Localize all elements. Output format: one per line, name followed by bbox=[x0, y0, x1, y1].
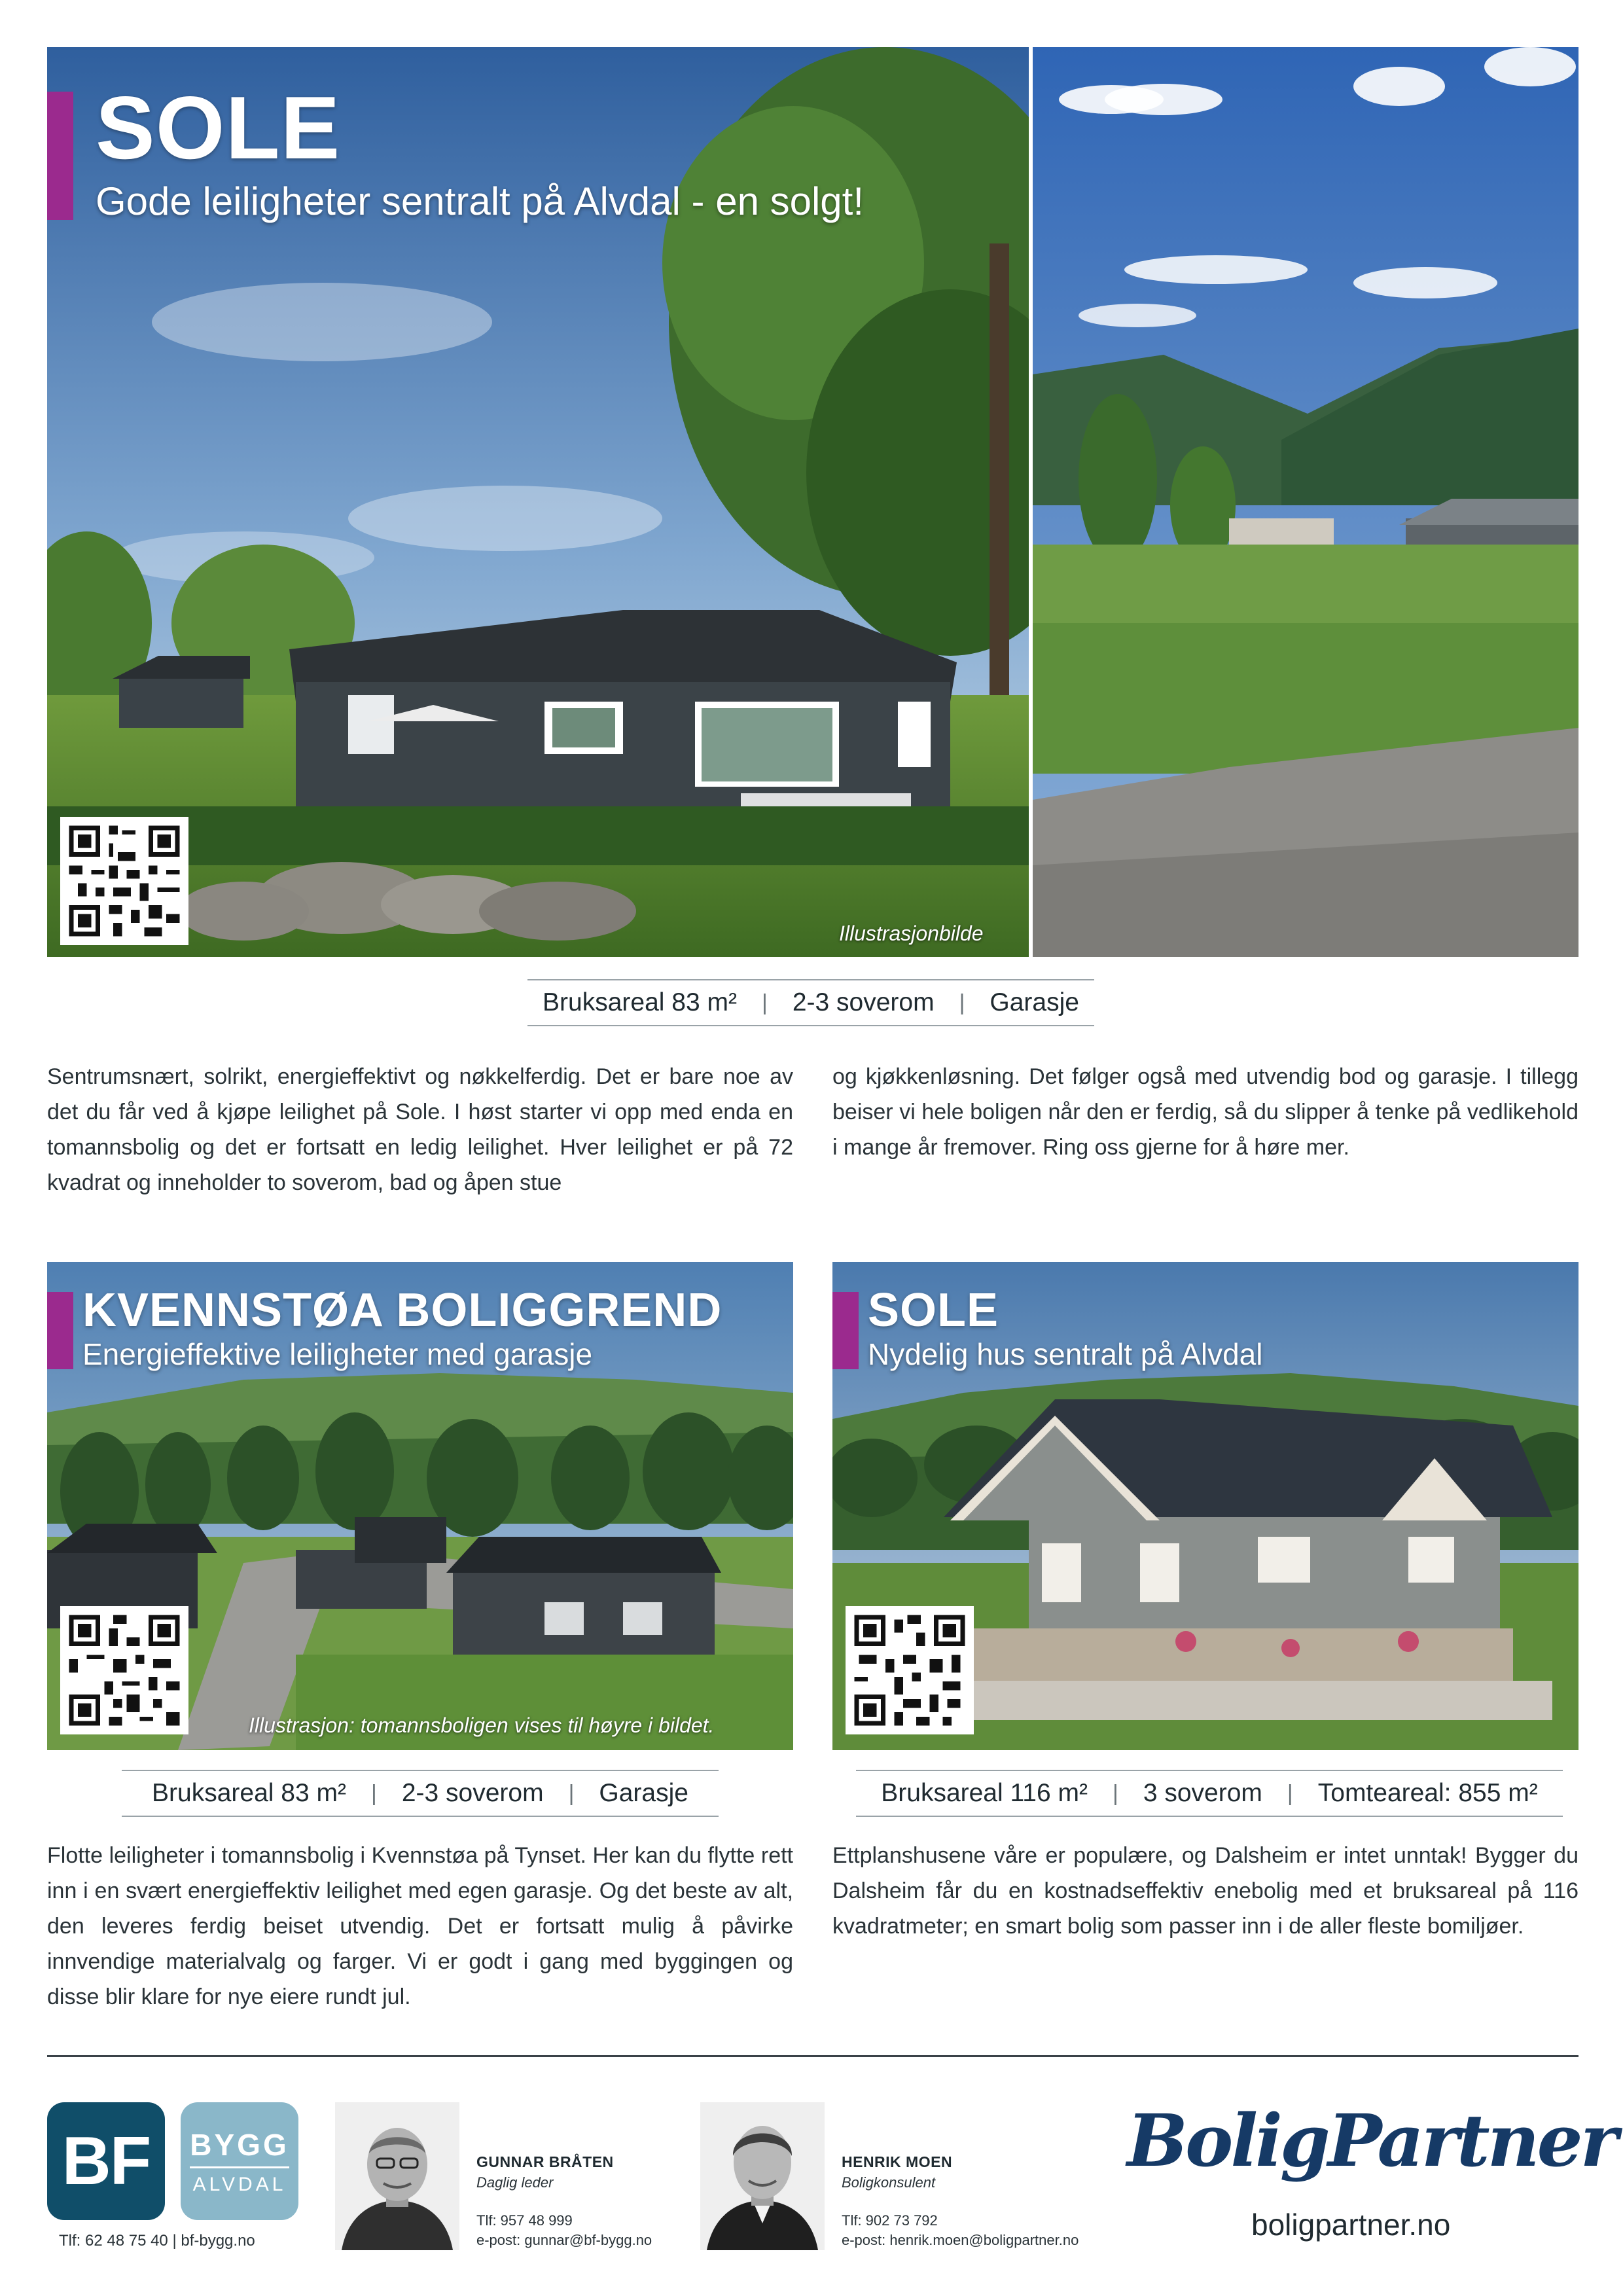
footer-divider bbox=[47, 2055, 1578, 2057]
hero-site-photo bbox=[1033, 47, 1578, 957]
hero-fact-area: Bruksareal 83 m² bbox=[543, 988, 737, 1016]
fact-separator: | bbox=[959, 990, 965, 1015]
contact-photo-gunnar bbox=[335, 2102, 459, 2250]
contact-role-gunnar: Daglig leder bbox=[476, 2174, 554, 2191]
fact-separator: | bbox=[761, 990, 768, 1015]
kvennstoa-title-accent-bar bbox=[47, 1292, 73, 1369]
kvennstoa-fact-bedrooms: 2-3 soverom bbox=[401, 1779, 544, 1807]
kvennstoa-fact-garage: Garasje bbox=[599, 1779, 688, 1807]
fact-separator: | bbox=[370, 1780, 377, 1806]
kvennstoa-image-caption: Illustrasjon: tomannsboligen vises til høyre i bildet. bbox=[249, 1713, 715, 1737]
hero-fact-bedrooms: 2-3 soverom bbox=[792, 988, 935, 1016]
contact-name-henrik: HENRIK MOEN bbox=[842, 2153, 953, 2170]
hero-facts bbox=[527, 979, 1094, 1026]
bf-logo: BF bbox=[47, 2102, 165, 2220]
boligpartner-logo: BoligPartner bbox=[1127, 2098, 1616, 2183]
hero-body-right: og kjøkkenløsning. Det følger også med utvendig bod og garasje. I tillegg beiser vi hele boligen når den er ferdig, så du slipper å tenke på vedlikehold i mange år fremover. Ring oss gjerne for å høre mer. bbox=[832, 1064, 1578, 1160]
contact-phone-gunnar[interactable]: Tlf: 957 48 999 bbox=[476, 2212, 573, 2229]
dalsheim-fact-bedrooms: 3 soverom bbox=[1143, 1779, 1262, 1807]
dalsheim-title-accent-bar bbox=[832, 1292, 859, 1369]
kvennstoa-facts bbox=[122, 1770, 719, 1817]
dalsheim-facts bbox=[856, 1770, 1563, 1817]
kvennstoa-subtitle: Energieffektive leiligheter med garasje bbox=[82, 1337, 593, 1371]
kvennstoa-title: KVENNSTØA BOLIGGREND bbox=[82, 1284, 722, 1336]
boligpartner-url[interactable]: boligpartner.no bbox=[1251, 2208, 1451, 2242]
dalsheim-fact-area: Bruksareal 116 m² bbox=[881, 1779, 1088, 1807]
fact-separator: | bbox=[1112, 1780, 1118, 1806]
contact-email-gunnar[interactable]: e-post: gunnar@bf-bygg.no bbox=[476, 2232, 652, 2248]
dalsheim-title: SOLE bbox=[868, 1284, 999, 1336]
hero-body-left: Sentrumsnært, solrikt, energieffektivt og nøkkelferdig. Det er bare noe av det du får ved å kjøpe leilighet på Sole. I høst starter vi opp med enda en tomannsbolig og det er fortsatt en ledig leilighet. Hver leilighet er på 72 kvadrat og inneholder to soverom, bad og åpen stue bbox=[47, 1064, 793, 1195]
contact-email-henrik[interactable]: e-post: henrik.moen@boligpartner.no bbox=[842, 2232, 1079, 2248]
hero-image-caption: Illustrasjonbilde bbox=[839, 922, 984, 945]
kvennstoa-body: Flotte leiligheter i tomannsbolig i Kvennstøa på Tynset. Her kan du flytte rett inn i en svært energieffektiv leilighet med egen garasje. Og det beste av alt, den leveres ferdig beiset utvendig. Det er fortsatt mulig å påvirke innvendige materialvalg og farger. Vi er godt i gang med byggingen og disse blir klare for nye eiere rundt jul. bbox=[47, 1843, 793, 2009]
hero-subtitle: Gode leiligheter sentralt på Alvdal - en solgt! bbox=[96, 179, 865, 223]
contact-phone-henrik[interactable]: Tlf: 902 73 792 bbox=[842, 2212, 938, 2229]
hero-title: SOLE bbox=[96, 78, 341, 177]
dalsheim-fact-plot: Tomteareal: 855 m² bbox=[1317, 1779, 1538, 1807]
hero-qr-code[interactable] bbox=[60, 817, 188, 945]
company-contact: Tlf: 62 48 75 40 | bf-bygg.no bbox=[59, 2232, 255, 2250]
contact-photo-henrik bbox=[700, 2102, 825, 2250]
fact-separator: | bbox=[1287, 1780, 1293, 1806]
contact-name-gunnar: GUNNAR BRÅTEN bbox=[476, 2153, 614, 2170]
dalsheim-subtitle: Nydelig hus sentralt på Alvdal bbox=[868, 1337, 1263, 1371]
dalsheim-body: Ettplanshusene våre er populære, og Dalsheim er intet unntak! Bygger du Dalsheim får du en kostnadseffektiv enebolig med et bruksareal på 116 kvadratmeter; en smart bolig som passer inn i de aller fleste bomiljøer. bbox=[832, 1843, 1578, 1939]
hero-title-accent-bar bbox=[47, 92, 73, 220]
fact-separator: | bbox=[568, 1780, 575, 1806]
dalsheim-qr-code[interactable] bbox=[846, 1606, 974, 1734]
bygg-alvdal-logo: BYGG ALVDAL bbox=[181, 2102, 298, 2220]
hero-fact-garage: Garasje bbox=[990, 988, 1079, 1016]
kvennstoa-fact-area: Bruksareal 83 m² bbox=[152, 1779, 346, 1807]
kvennstoa-qr-code[interactable] bbox=[60, 1606, 188, 1734]
contact-role-henrik: Boligkonsulent bbox=[842, 2174, 936, 2191]
